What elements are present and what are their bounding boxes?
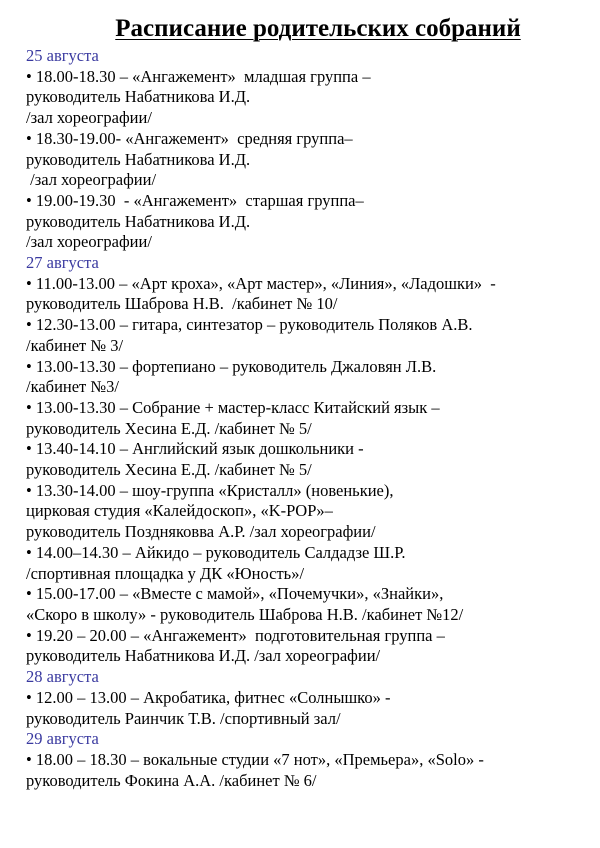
schedule-line: /зал хореографии/ (26, 108, 152, 128)
page-title-text: Расписание родительских собраний (115, 15, 521, 42)
schedule-line: • 18.30-19.00- «Ангажемент» средняя группа– (26, 128, 353, 148)
day-section (26, 253, 590, 667)
schedule-line: руководитель Хесина Е.Д. /кабинет № 5/ (26, 460, 312, 480)
schedule-line: /кабинет № 3/ (26, 335, 124, 355)
schedule-line: • 18.00-18.30 – «Ангажемент» младшая группа – (26, 66, 371, 86)
schedule-line: /кабинет №3/ (26, 377, 119, 397)
schedule-line: руководитель Хесина Е.Д. /кабинет № 5/ (26, 418, 312, 438)
schedule-line: • 15.00-17.00 – «Вместе с мамой», «Почемучки», «Знайки», (26, 584, 444, 604)
schedule-line: • 13.30-14.00 – шоу-группа «Кристалл» (новенькие), (26, 480, 394, 500)
schedule-line: руководитель Шаброва Н.В. /кабинет № 10/ (26, 294, 338, 314)
day-section (26, 46, 590, 253)
date-heading: 27 августа (26, 253, 99, 273)
schedule-line: • 14.00–14.30 – Айкидо – руководитель Салдадзе Ш.Р. (26, 542, 406, 562)
schedule-line: руководитель Фокина А.А. /кабинет № 6/ (26, 770, 317, 790)
schedule-line: • 19.00-19.30 - «Ангажемент» старшая группа– (26, 190, 364, 210)
schedule-line: /зал хореографии/ (26, 170, 157, 190)
date-heading: 28 августа (26, 667, 99, 687)
schedule-line: /зал хореографии/ (26, 232, 152, 252)
date-heading: 25 августа (26, 46, 99, 65)
schedule-line: руководитель Набатникова И.Д. (26, 149, 251, 169)
schedule-line: • 12.00 – 13.00 – Акробатика, фитнес «Солнышко» - (26, 687, 391, 707)
schedule-line: • 13.00-13.30 – фортепиано – руководитель Джаловян Л.В. (26, 356, 437, 376)
schedule-line: руководитель Набатникова И.Д. (26, 87, 251, 107)
schedule-line: • 11.00-13.00 – «Арт кроха», «Арт мастер», «Линия», «Ладошки» - (26, 273, 496, 293)
schedule-line: • 18.00 – 18.30 – вокальные студии «7 нот», «Премьера», «Solo» - (26, 749, 484, 769)
schedule-line: «Скоро в школу» - руководитель Шаброва Н.В. /кабинет №12/ (26, 604, 464, 624)
schedule-line: руководитель Набатникова И.Д. (26, 211, 251, 231)
schedule-line: • 19.20 – 20.00 – «Ангажемент» подготовительная группа – (26, 625, 445, 645)
schedule-line: цирковая студия «Калейдоскоп», «K-POP»– (26, 501, 333, 521)
schedule-line: руководитель Поздняковва А.Р. /зал хореографии/ (26, 522, 376, 542)
schedule-line: • 13.40-14.10 – Английский язык дошкольники - (26, 439, 364, 459)
day-section (26, 729, 590, 791)
schedule-line: руководитель Раинчик Т.В. /спортивный зал/ (26, 708, 341, 728)
date-heading: 29 августа (26, 729, 99, 749)
schedule-line: /спортивная площадка у ДК «Юность»/ (26, 563, 305, 583)
schedule-line: • 12.30-13.00 – гитара, синтезатор – руководитель Поляков А.В. (26, 315, 473, 335)
day-section (26, 667, 590, 729)
schedule-line: • 13.00-13.30 – Собрание + мастер-класс Китайский язык – (26, 397, 440, 417)
schedule-line: руководитель Набатникова И.Д. /зал хореографии/ (26, 646, 381, 666)
page-title (26, 14, 590, 44)
